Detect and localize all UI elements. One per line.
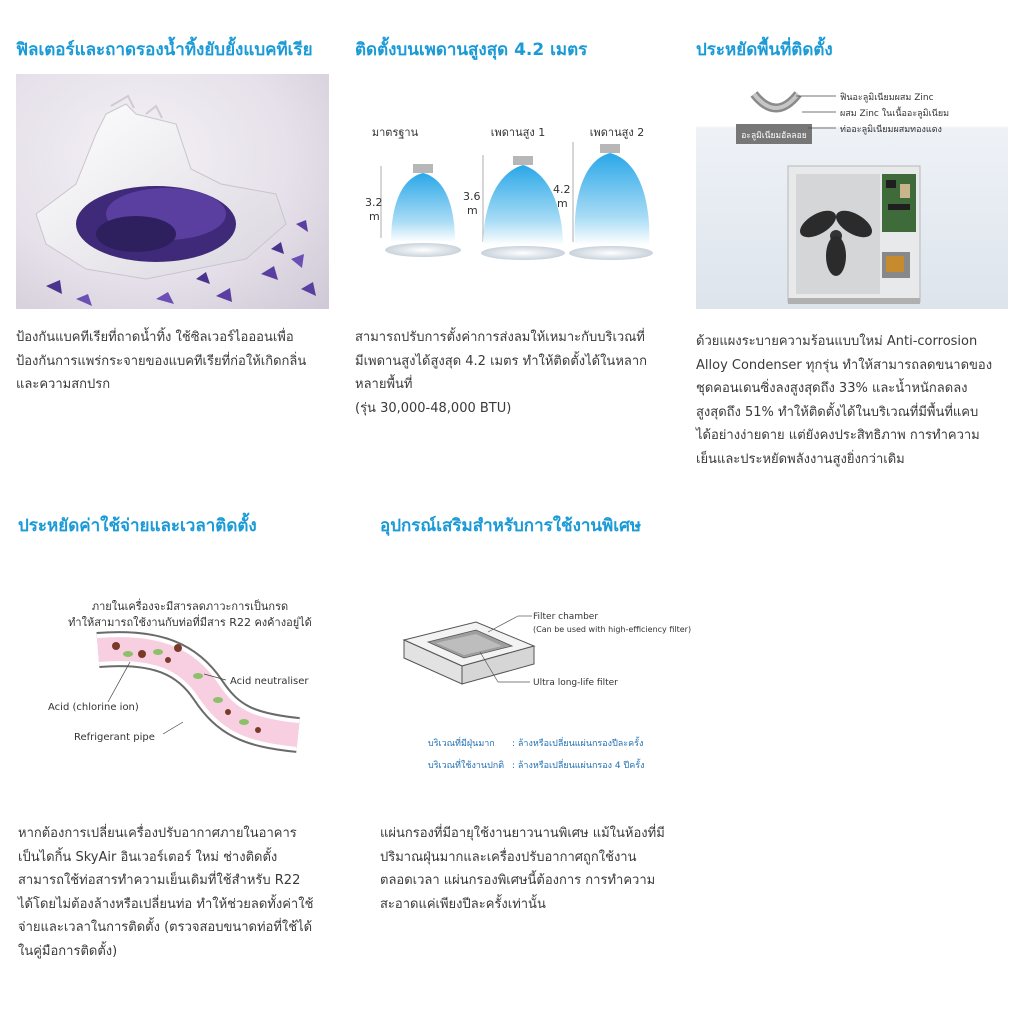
note-normal-action: : ล้างหรือเปลี่ยนแผ่นกรอง 4 ปีครั้ง (512, 761, 645, 771)
label-filter-chamber-note: (Can be used with high-efficiency filter) (533, 625, 692, 634)
feature-title: ประหยัดพื้นที่ติดตั้ง (696, 40, 833, 60)
outdoor-unit-photo (696, 74, 1008, 309)
antibacterial-filter-photo (16, 74, 329, 309)
feature-description: สามารถปรับการตั้งค่าการส่งลมให้เหมาะกับบริเวณที่ มีเพดานสูงได้สูงสุด 4.2 เมตร ทำให้ติดตั้งได้ในหลาก หลายพื้นที่ (รุ่น 30,000-48,000 BTU) (355, 330, 648, 416)
callout-fin: ฟินอะลูมิเนียมผสม Zinc (840, 93, 934, 103)
height-unit: m (369, 210, 380, 223)
feature-description: ป้องกันแบคทีเรียที่ถาดน้ำทิ้ง ใช้ซิลเวอร์ไอออนเพื่อ ป้องกันการแพร่กระจายของแบคทีเรียที่ก่อให้เกิดกลิ่น และความสกปรก (16, 330, 307, 392)
feature-title: อุปกรณ์เสริมสำหรับการใช้งานพิเศษ (380, 516, 642, 536)
pipe-caption-line2: ทำให้สามารถใช้งานกับท่อที่มีสาร R22 คงค้างอยู่ได้ (68, 616, 312, 629)
note-normal-area: บริเวณที่ใช้งานปกติ (428, 761, 505, 771)
ceiling-label-high1: เพดานสูง 1 (490, 126, 546, 139)
label-refrigerant-pipe: Refrigerant pipe (74, 732, 155, 743)
alloy-tag: อะลูมิเนียมอัลลอย (741, 131, 807, 141)
feature-space-saving (696, 40, 1016, 470)
height-value-high2: 4.2 (553, 183, 571, 196)
height-value-standard: 3.2 (365, 196, 383, 209)
label-ultra-filter: Ultra long-life filter (533, 678, 618, 688)
refrigerant-pipe-diagram (18, 590, 358, 780)
height-unit: m (557, 197, 568, 210)
label-acid-neutraliser: Acid neutraliser (230, 676, 309, 687)
feature-special-accessories (380, 516, 720, 936)
feature-title: ฟิลเตอร์และถาดรองน้ำทิ้งยับยั้งแบคทีเรีย (16, 40, 313, 60)
note-dusty-area: บริเวณที่มีฝุ่นมาก (428, 739, 495, 749)
feature-antibacterial (16, 40, 336, 400)
height-value-high1: 3.6 (463, 190, 481, 203)
feature-cost-saving (18, 516, 358, 976)
feature-high-ceiling (355, 40, 675, 440)
feature-title: ติดตั้งบนเพดานสูงสุด 4.2 เมตร (355, 40, 588, 60)
label-filter-chamber: Filter chamber (533, 612, 599, 622)
feature-description: หากต้องการเปลี่ยนเครื่องปรับอากาศภายในอาคาร เป็นไดกิ้น SkyAir อินเวอร์เตอร์ ใหม่ ช่างติดตั้ง สามารถใช้ท่อสารทำความเย็นเดิมที่ใช้สำหรับ R22 ได้โดยไม่ต้องล้างหรือเปลี่ยนท่อ ทำให้ช่วยลดทั้งค่าใช้ จ่ายและเวลาในการติดตั้ง (ตรวจสอบขนาดท่อที่ใช้ได้ ในคู่มือการติดตั้ง) (18, 826, 314, 959)
height-unit: m (467, 204, 478, 217)
callout-tube: ท่ออะลูมิเนียมผสมทองแดง (840, 125, 942, 135)
ceiling-label-standard: มาตรฐาน (371, 126, 419, 139)
ceiling-label-high2: เพดานสูง 2 (589, 126, 645, 139)
pipe-caption-line1: ภายในเครื่องจะมีสารลดภาวะการเป็นกรด (91, 600, 289, 613)
filter-chamber-diagram (380, 606, 720, 786)
note-dusty-action: : ล้างหรือเปลี่ยนแผ่นกรองปีละครั้ง (512, 739, 644, 749)
label-acid: Acid (chlorine ion) (48, 702, 139, 713)
ceiling-height-diagram (355, 120, 675, 300)
feature-title: ประหยัดค่าใช้จ่ายและเวลาติดตั้ง (18, 516, 257, 536)
feature-description: แผ่นกรองที่มีอายุใช้งานยาวนานพิเศษ แม้ในห้องที่มี ปริมาณฝุ่นมากและเครื่องปรับอากาศถูกใช้งาน ตลอดเวลา แผ่นกรองพิเศษนี้ต้องการ การทำความ สะอาดแค่เพียงปีละครั้งเท่านั้น (380, 826, 665, 912)
feature-description: ด้วยแผงระบายความร้อนแบบใหม่ Anti-corrosion Alloy Condenser ทุกรุ่น ทำให้สามารถลดขนาดของ ชุดคอนเดนซิ่งลงสูงสุดถึง 33% และน้ำหนักลดลง สูงสุดถึง 51% ทำให้ติดตั้งได้ในบริเวณที่มีพื้นที่แคบ ได้อย่างง่ายดาย แต่ยังคงประสิทธิภาพ การทำความ เย็นและประหยัดพลังงานสูงยิ่งกว่าเดิม (696, 334, 993, 467)
callout-zinc: ผสม Zinc ในเนื้ออะลูมิเนียม (840, 109, 950, 119)
